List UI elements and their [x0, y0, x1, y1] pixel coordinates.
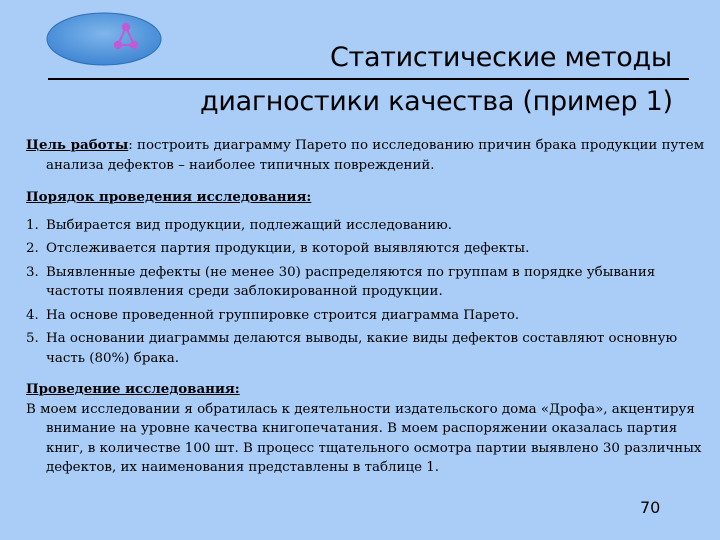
list-item: 2. Отслеживается партия продукции, в которой выявляются дефекты. [26, 241, 530, 256]
logo-ellipse [46, 12, 162, 66]
procedure-heading: Порядок проведения исследования: [26, 189, 312, 205]
list-item: 3. Выявленные дефекты (не менее 30) распределяются по группам в порядке убывания частоты появления среди заблокированной продукции. [26, 264, 656, 299]
title-divider [48, 78, 689, 80]
page-title-line1: Статистические методы [330, 42, 672, 73]
goal-paragraph [26, 136, 706, 175]
content-body [26, 136, 706, 478]
goal-text: : построить диаграмму Парето по исследованию причин брака продукции путем анализа дефектов – наиболее типичных повреждений. [46, 138, 705, 173]
list-item: 4. На основе проведенной группировке строится диаграмма Парето. [26, 307, 520, 323]
goal-label: Цель работы [26, 137, 129, 153]
procedure-steps [26, 216, 706, 369]
list-item: 5. На основании диаграммы делаются выводы, какие виды дефектов составляют основную часть (80%) брака. [26, 331, 678, 366]
research-paragraph: В моем исследовании я обратилась к деятельности издательского дома «Дрофа», акцентируя внимание на уровне качества книгопечатания. В моем распоряжении оказалась партия книг, в количестве 100 шт. В процесс тщательного осмотра партии выявлено 30 различных дефектов, их наименования представлены в таблице 1. [26, 401, 702, 475]
research-heading: Проведение исследования: [26, 381, 240, 397]
page-title-line2: диагностики качества (пример 1) [200, 86, 673, 117]
list-item: 1. Выбирается вид продукции, подлежащий исследованию. [26, 217, 453, 233]
page-number: 70 [640, 498, 661, 517]
